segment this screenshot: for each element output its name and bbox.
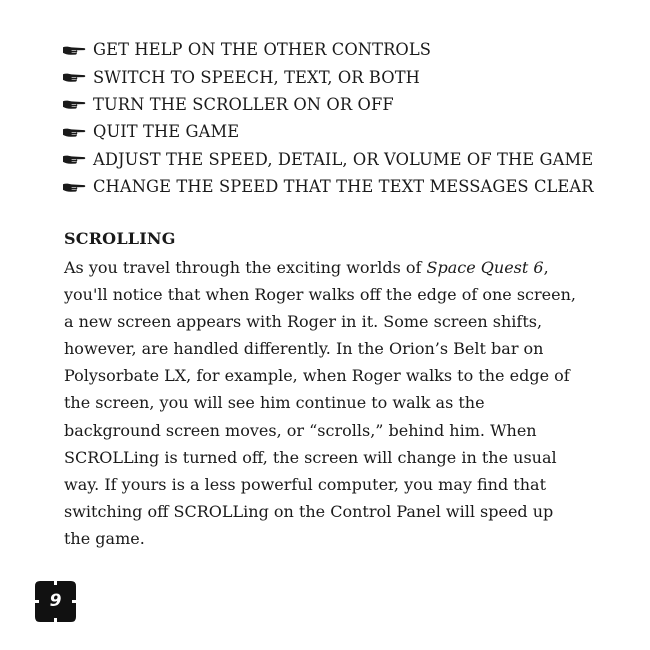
- bullet-text: SWITCH TO SPEECH, TEXT, OR BOTH: [93, 67, 420, 87]
- pointing-hand-icon: [62, 98, 86, 110]
- bullet-text: GET HELP ON THE OTHER CONTROLS: [93, 40, 432, 60]
- paragraph-line: however, are handled differently. In the Orion’s Belt bar on: [64, 339, 544, 359]
- pointing-hand-icon: [62, 44, 86, 56]
- bullet-item: [62, 36, 594, 63]
- bullet-item: [62, 91, 594, 118]
- paragraph-line: As you travel through the exciting worlds of Space Quest 6,: [64, 258, 549, 277]
- scrolling-paragraph: [64, 254, 644, 552]
- paragraph-line: SCROLLing is turned off, the screen will change in the usual: [64, 447, 557, 467]
- bullet-text: CHANGE THE SPEED THAT THE TEXT MESSAGES CLEAR: [93, 177, 594, 197]
- pointing-hand-icon: [62, 71, 86, 83]
- bullet-text: TURN THE SCROLLER ON OR OFF: [93, 94, 394, 114]
- pointing-hand-icon: [62, 153, 86, 165]
- paragraph-line: you'll notice that when Roger walks off the edge of one screen,: [64, 285, 576, 305]
- section-heading: SCROLLING: [64, 229, 176, 248]
- paragraph-line: way. If yours is a less powerful computer, you may find that: [64, 474, 546, 494]
- paragraph-line: the game.: [64, 528, 145, 548]
- bullet-text: QUIT THE GAME: [93, 122, 240, 142]
- bullet-list: [62, 36, 594, 200]
- paragraph-line: Polysorbate LX, for example, when Roger walks to the edge of: [64, 366, 570, 386]
- game-title: Space Quest 6: [426, 258, 544, 277]
- paragraph-line: switching off SCROLLing on the Control Panel will speed up: [64, 501, 554, 521]
- bullet-item: [62, 173, 594, 200]
- page-number-badge: [34, 580, 77, 623]
- bullet-text: ADJUST THE SPEED, DETAIL, OR VOLUME OF THE GAME: [93, 149, 594, 169]
- bullet-item: [62, 118, 594, 145]
- pointing-hand-icon: [62, 126, 86, 138]
- paragraph-line: the screen, you will see him continue to walk as the: [64, 393, 485, 413]
- bullet-item: [62, 146, 594, 173]
- bullet-item: [62, 63, 594, 90]
- paragraph-line: a new screen appears with Roger in it. Some screen shifts,: [64, 312, 543, 332]
- paragraph-line: background screen moves, or “scrolls,” behind him. When: [64, 420, 537, 440]
- pointing-hand-icon: [62, 181, 86, 193]
- page-number: 9: [49, 591, 62, 611]
